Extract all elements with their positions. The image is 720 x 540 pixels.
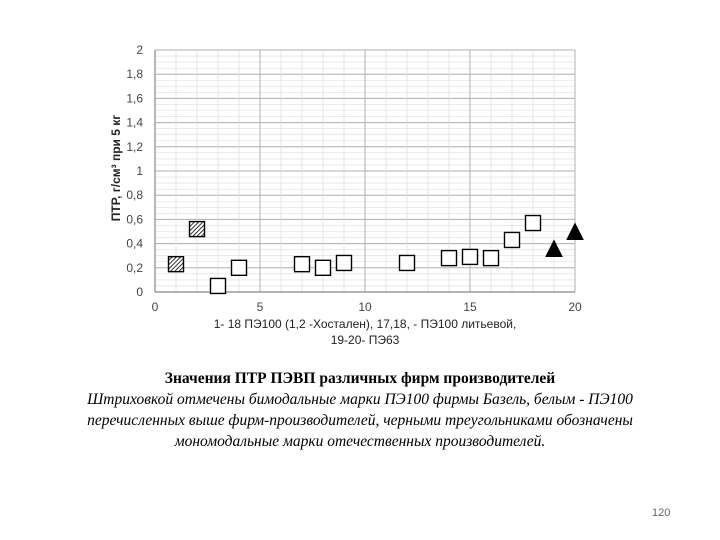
y-tick-labels xyxy=(126,43,143,299)
x-axis-label-line-1: 1- 18 ПЭ100 (1,2 -Хостален), 17,18, - ПЭ100 литьевой, xyxy=(213,317,517,331)
y-tick-label: 2 xyxy=(136,43,143,57)
open-square-marker xyxy=(442,251,457,266)
x-tick-label: 15 xyxy=(463,300,477,314)
caption-body: Штриховкой отмечены бимодальные марки ПЭ100 фирмы Базель, белым - ПЭ100 перечисленных выше фирм-производителей, черными треугольниками обозначены мономодальные марки отечественных производителей. xyxy=(87,391,633,450)
x-tick-label: 10 xyxy=(358,300,372,314)
open-square-marker xyxy=(211,278,226,293)
y-tick-label: 1,2 xyxy=(126,139,143,154)
open-square-marker xyxy=(400,255,415,270)
y-tick-label: 0,2 xyxy=(126,260,143,275)
open-square-marker xyxy=(316,260,331,275)
x-tick-labels xyxy=(152,300,582,314)
y-axis-label: ПТР, г/см³ при 5 кг xyxy=(109,114,123,222)
y-tick-label: 1,8 xyxy=(126,67,143,82)
caption-title: Значения ПТР ПЭВП различных фирм производителей xyxy=(164,370,556,387)
x-tick-label: 0 xyxy=(151,300,159,314)
grid-lines xyxy=(155,50,575,292)
hatched-square-marker xyxy=(190,222,205,237)
open-square-marker xyxy=(295,257,310,272)
x-tick-label: 5 xyxy=(256,300,264,314)
y-tick-label: 0 xyxy=(136,285,143,299)
figure-caption xyxy=(60,368,660,452)
x-tick-label: 20 xyxy=(568,300,582,314)
y-tick-label: 1,6 xyxy=(126,91,143,106)
open-square-marker xyxy=(232,260,247,275)
open-square-marker xyxy=(337,255,352,270)
y-tick-label: 0,6 xyxy=(126,212,143,227)
open-square-marker xyxy=(484,251,499,266)
x-axis-label-line-2: 19-20- ПЭ63 xyxy=(330,333,400,347)
y-tick-label: 1 xyxy=(136,164,143,178)
y-tick-label: 1,4 xyxy=(126,115,143,130)
open-square-marker xyxy=(505,232,520,247)
data-points xyxy=(169,216,584,294)
open-square-marker xyxy=(463,249,478,264)
page-number: 120 xyxy=(652,507,671,519)
open-square-marker xyxy=(526,216,541,231)
hatched-square-marker xyxy=(169,257,184,272)
y-tick-label: 0,8 xyxy=(126,188,143,203)
triangle-marker xyxy=(546,240,562,256)
y-tick-label: 0,4 xyxy=(126,236,143,251)
